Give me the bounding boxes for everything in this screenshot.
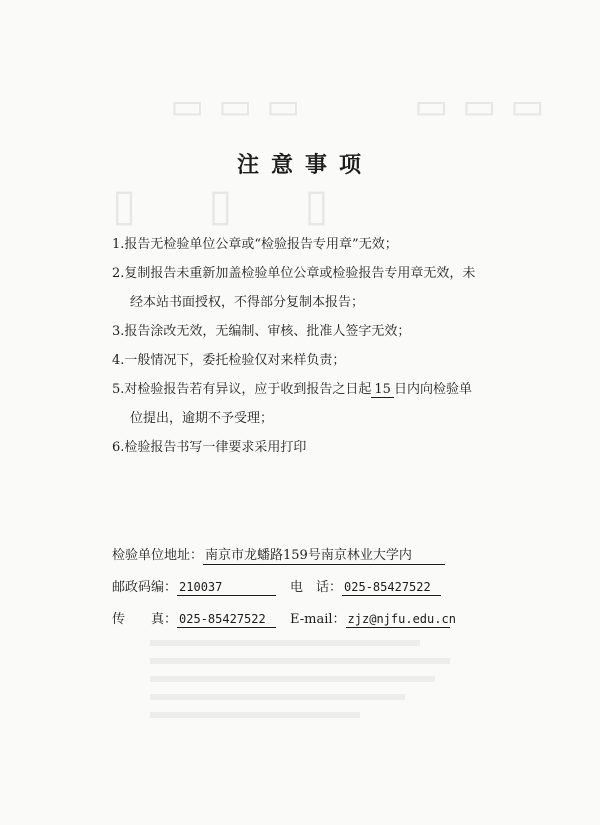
fax-label: 传 真： (112, 612, 178, 627)
notice-item-5: 5.对检验报告若有异议，应于收到报告之日起 15 日内向检验单 位提出，逾期不予受理； (112, 382, 472, 426)
fax-email-row (112, 604, 492, 636)
fax-value: 025-85427522 (177, 611, 276, 628)
email-label: E-mail： (290, 612, 346, 627)
show-through-lines (150, 640, 450, 730)
notice-item-6: 6.检验报告书写一律要求采用打印 (112, 440, 307, 455)
notice-item-4: 4.一般情况下，委托检验仅对来样负责； (112, 353, 346, 368)
notice-item-2: 2.复制报告未重新加盖检验单位公章或检验报告专用章无效，未 经本站书面授权，不得部分复制本报告； (112, 266, 476, 310)
phone-value: 025-85427522 (342, 579, 441, 596)
show-through-text: ▯▯▯ (112, 180, 401, 231)
notice-item-3: 3.报告涂改无效，无编制、审核、批准人签字无效； (112, 324, 411, 339)
address-value: 南京市龙蟠路159号南京林业大学内 (203, 548, 445, 565)
phone-label: 电 话： (290, 580, 343, 595)
postcode-value: 210037 (177, 579, 276, 596)
show-through-logos: ▭▭▭ ▭▭▭ (170, 86, 559, 127)
address-row (112, 540, 492, 572)
objection-days: 15 (371, 382, 394, 398)
postcode-phone-row (112, 572, 492, 604)
postcode-label: 邮政码编： (112, 580, 178, 595)
email-value[interactable]: zjz@njfu.edu.cn (347, 612, 456, 626)
contact-block (112, 540, 492, 636)
notice-item-1: 1.报告无检验单位公章或“检验报告专用章”无效； (112, 237, 398, 252)
notice-list (112, 230, 507, 462)
address-label: 检验单位地址： (112, 548, 204, 563)
page-title: 注意事项 (236, 153, 373, 178)
